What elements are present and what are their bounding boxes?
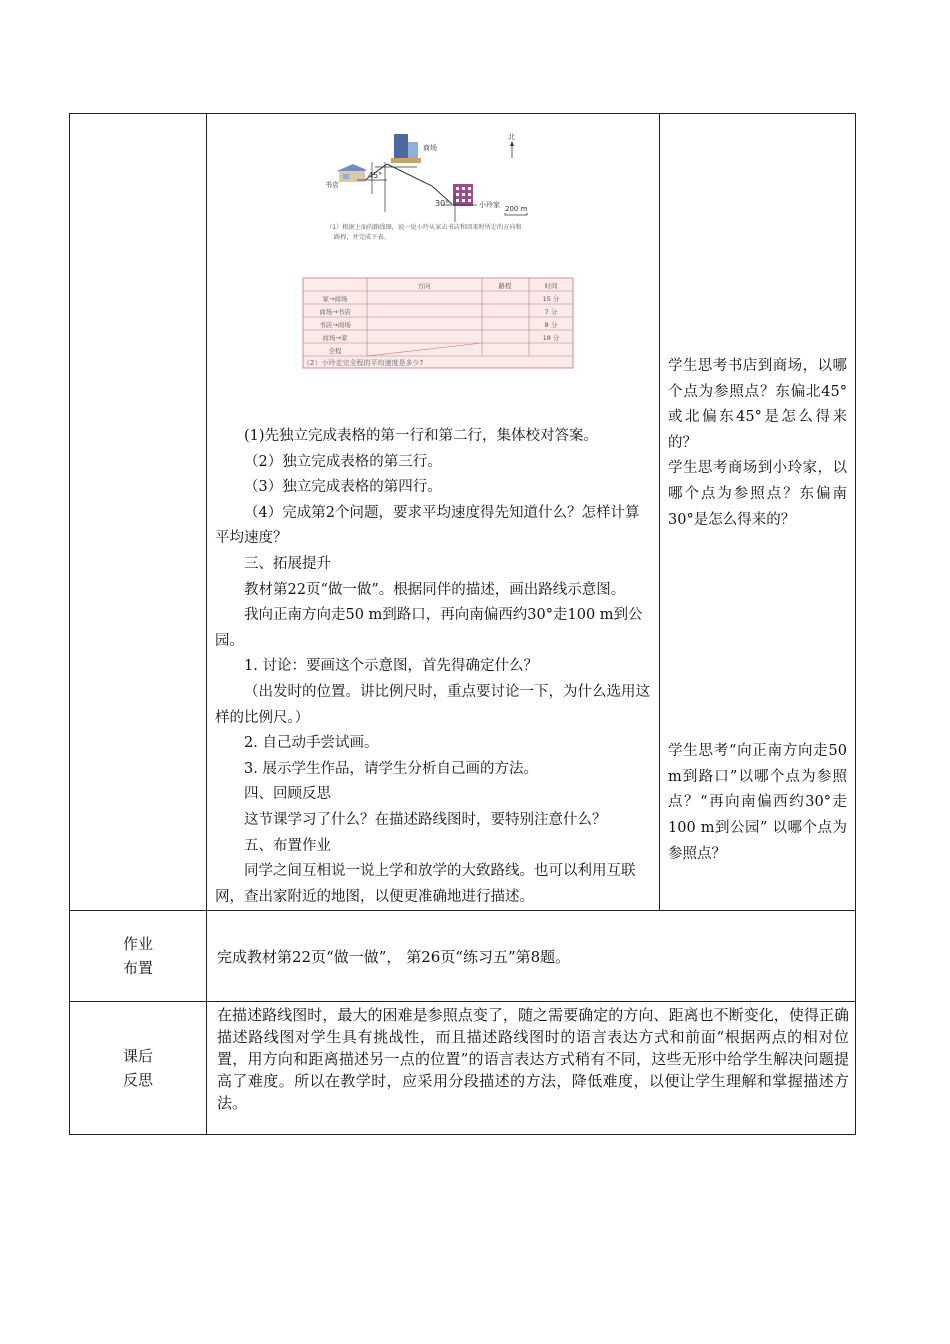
table-cell: 家→商场 bbox=[322, 295, 348, 303]
reflection-label: 课后 反思 bbox=[70, 1002, 207, 1135]
paragraph: 1. 讨论：要画这个示意图，首先得确定什么？ bbox=[244, 658, 538, 675]
route-table bbox=[303, 278, 573, 368]
lesson-plan-table bbox=[69, 113, 856, 1135]
angle-30-label: 30° bbox=[435, 199, 450, 208]
process-cell bbox=[207, 114, 660, 911]
north-label: 北 bbox=[508, 133, 515, 141]
table-cell: 书店→商场 bbox=[319, 321, 351, 329]
scale-label: 200 m bbox=[505, 205, 528, 213]
angle-45-label: 45° bbox=[368, 171, 383, 180]
section-heading: 五、布置作业 bbox=[244, 837, 331, 854]
student-note: 学生思考书店到商场，以哪个点为参照点？东偏北45°或北偏东45°是怎么得来的？ bbox=[668, 358, 847, 451]
reflection-text: 在描述路线图时，最大的困难是参照点变了，随之需要确定的方向、距离也不断变化，使得正确描述路线图对学生具有挑战性，而且描述路线图时的语言表达方式和前面“根据两点的相对位置，用方向和距离描述另一点的位置”的语言表达方式稍有不同，这些无形中给学生解决问题提高了难度。所以在教学时，应采用分段描述的方法，降低难度，以便让学生理解和掌握描述方法。 bbox=[207, 1002, 856, 1135]
mall-label: 商场 bbox=[423, 144, 437, 152]
student-activity-cell bbox=[660, 114, 856, 911]
student-note: 学生思考“向正南方向走50 m到路口”以哪个点为参照点？“再向南偏西约30°走100 m到公园” 以哪个点为参照点？ bbox=[668, 743, 847, 862]
paragraph: 我向正南方向走50 m到路口，再向南偏西约30°走100 m到公园。 bbox=[215, 607, 643, 649]
figure-caption: 路程，并完成下表。 bbox=[334, 234, 390, 241]
table-cell: 商场→家 bbox=[322, 334, 348, 342]
table-cell: 全程 bbox=[328, 347, 342, 355]
textbook-figure bbox=[207, 114, 659, 414]
table-header: 路程 bbox=[498, 282, 512, 290]
bookstore-label: 书店 bbox=[325, 181, 339, 189]
paragraph: 3. 展示学生作品，请学生分析自己画的方法。 bbox=[244, 760, 538, 777]
process-text bbox=[207, 424, 659, 910]
paragraph: （4）完成第2个问题，要求平均速度得先知道什么？怎样计算平均速度？ bbox=[215, 504, 640, 547]
table-cell: 15 分 bbox=[542, 295, 560, 303]
paragraph: （3）独立完成表格的第四行。 bbox=[244, 479, 442, 496]
empty-label-cell bbox=[70, 114, 207, 911]
table-cell: 7 分 bbox=[544, 308, 558, 316]
home-label: 小玲家 bbox=[479, 201, 500, 209]
section-heading: 四、回顾反思 bbox=[244, 786, 331, 803]
paragraph: 2. 自己动手尝试画。 bbox=[244, 735, 379, 752]
paragraph: （出发时的位置。讲比例尺时，重点要讨论一下，为什么选用这样的比例尺。） bbox=[215, 683, 650, 726]
paragraph: 这节课学习了什么？在描述路线图时，要特别注意什么？ bbox=[244, 811, 607, 828]
scale-bar bbox=[505, 213, 527, 215]
section-heading: 三、拓展提升 bbox=[244, 555, 331, 572]
route-map bbox=[207, 114, 659, 414]
figure-caption: （1）根据上面的路线图，说一说小玲从家去书店和回来时所走的方向和 bbox=[326, 224, 522, 231]
table-header: 时间 bbox=[544, 282, 558, 290]
process-row bbox=[70, 114, 856, 911]
student-note: 学生思考商场到小玲家，以哪个点为参照点？东偏南30°是怎么得来的？ bbox=[668, 460, 847, 528]
paragraph: (1)先独立完成表格的第一行和第二行，集体校对答案。 bbox=[244, 428, 599, 444]
question-2: （2）小玲走完全程的平均速度是多少? bbox=[303, 359, 424, 367]
paragraph: （2）独立完成表格的第三行。 bbox=[244, 453, 442, 470]
reflection-row bbox=[70, 1002, 856, 1135]
paragraph: 教材第22页“做一做”。根据同伴的描述，画出路线示意图。 bbox=[244, 581, 626, 598]
route-segment bbox=[387, 164, 452, 204]
table-cell: 18 分 bbox=[542, 334, 560, 342]
mall-building-icon bbox=[394, 134, 408, 160]
homework-row bbox=[70, 911, 856, 1002]
table-cell: 商场→书店 bbox=[319, 308, 351, 316]
paragraph: 同学之间互相说一说上学和放学的大致路线。也可以利用互联网，查出家附近的地图，以便更准确地进行描述。 bbox=[215, 863, 636, 905]
table-header: 方向 bbox=[417, 282, 431, 290]
homework-text: 完成教材第22页“做一做”， 第26页“练习五”第8题。 bbox=[207, 911, 856, 1002]
homework-label: 作业 布置 bbox=[70, 911, 207, 1002]
table-cell: 8 分 bbox=[544, 321, 558, 329]
